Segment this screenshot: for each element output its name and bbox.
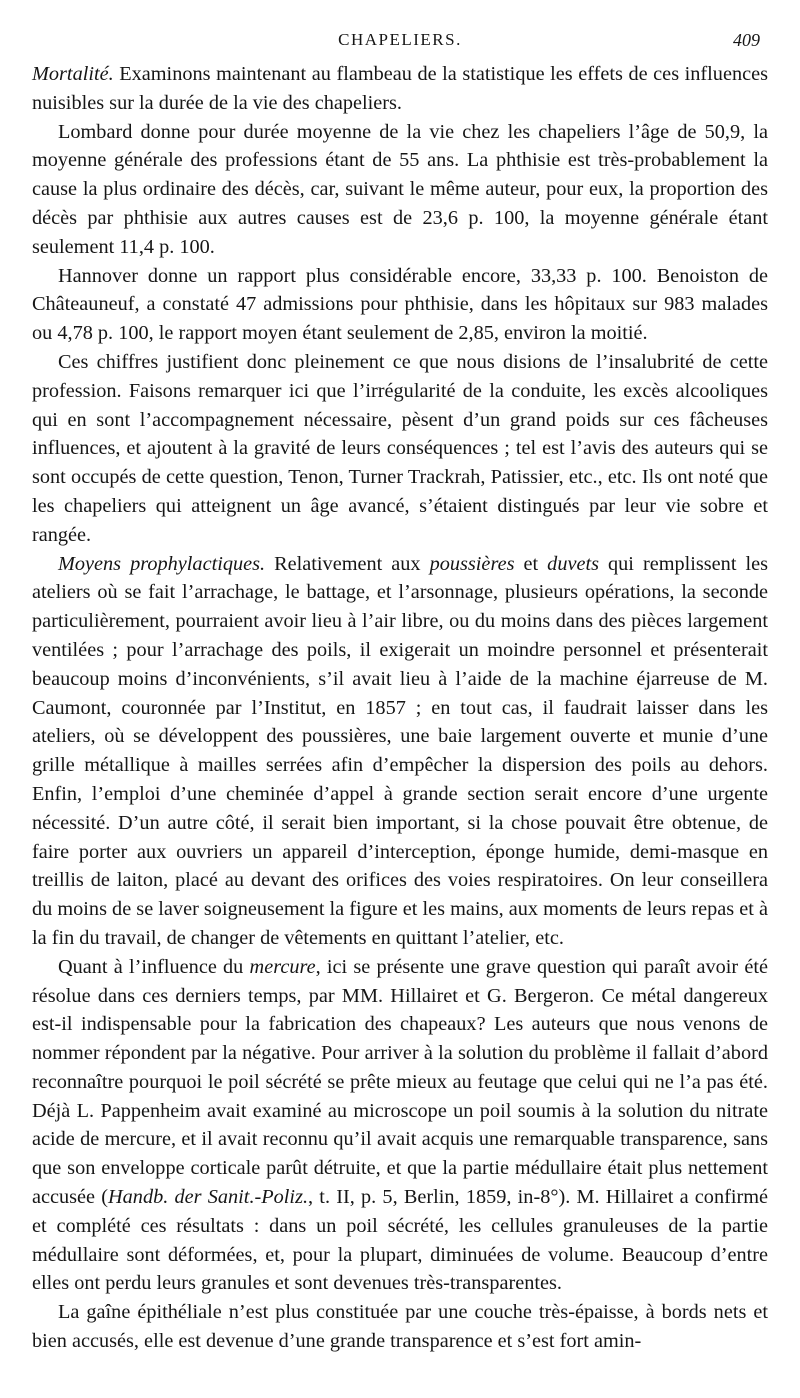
paragraph-gaine-epitheliale (32, 1298, 768, 1356)
page-number: 409 (733, 30, 760, 50)
emphasis-poussieres: poussières (429, 552, 515, 575)
paragraph-text: Ces chiffres justifient donc pleinement ce que nous disions de l’insalubrité de cette profession. Faisons remarquer ici que l’irrégularité de la conduite, les excès alcooliques qui en sont l’accompagnement nécessaire, pèsent d’un grand poids sur ces fâcheuses influences, et ajoutent à la gravité de leurs conséquences ; tel est l’avis des auteurs qui se sont occupés de cette question, Tenon, Turner Trackrah, Patissier, etc., etc. Ils ont noté que les chapeliers qui atteignent un âge avancé, s’étaient distingués par leur vie sobre et rangée. (32, 350, 768, 546)
paragraph-text: qui remplissent les ateliers où se fait l’arrachage, le battage, et l’arsonnage, plusieurs opérations, la seconde particulièrement, pourraient avoir lieu à l’air libre, ou du moins dans des pièces largement ventilées ; pour l’arrachage des poils, il exigerait un moindre personnel et présenterait beaucoup moins d’inconvénients, s’il avait lieu à l’aide de la machine éjarreuse de M. Caumont, couronnée par l’Institut, en 1857 ; en tout cas, il faudrait laisser dans les ateliers, où se développent des poussières, une baie largement ouverte et munie d’une grille métallique à mailles serrées afin d’empêcher la dispersion des poils au dehors. Enfin, l’emploi d’une cheminée d’appel à grande section serait encore d’une urgente nécessité. D’un autre côté, il serait bien important, si la chose pouvait être obtenue, de faire porter aux ouvriers un appareil d’interception, éponge humide, demi-masque en treillis de laiton, placé au devant des orifices des voies respiratoires. On leur conseillera du moins de se laver soigneusement la figure et les mains, aux moments de leurs repas et à la fin du travail, de changer de vêtements en quittant l’atelier, etc. (32, 552, 768, 949)
paragraph-text: , ici se présente une grave question qui paraît avoir été résolue dans ces derniers temps, par MM. Hillairet et G. Bergeron. Ce métal dangereux est-il indispensable pour la fabrication des chapeaux? Les auteurs que nous venons de nommer répondent par la négative. Pour arriver à la solution du problème il fallait d’abord reconnaître pourquoi le poil sécrété se prête mieux au feutage que celui qui ne l’a pas été. Déjà L. Pappenheim avait examiné au microscope un poil soumis à la solution du nitrate acide de mercure, et il avait reconnu qu’il avait acquis une remarquable transparence, sans que son enveloppe corticale parût détruite, et que la partie médullaire était plus nettement accusée ( (32, 955, 769, 1209)
paragraph-text: La gaîne épithéliale n’est plus constituée par une couche très-épaisse, à bords nets et bien accusés, elle est devenue d’une grande transparence et s’est fort amin- (32, 1301, 768, 1353)
paragraph-text: et (514, 552, 548, 575)
paragraph-hannover (32, 262, 768, 348)
paragraph-mercure (32, 953, 768, 1299)
paragraph-text: Hannover donne un rapport plus considérable encore, 33,33 p. 100. Benoiston de Châteauneuf, a constaté 47 admissions pour phthisie, dans les hôpitaux sur 983 malades ou 4,78 p. 100, le rapport moyen étant seulement de 2,85, environ la moitié. (32, 264, 768, 345)
paragraph-text: Relativement aux (274, 552, 430, 575)
paragraph-text: Lombard donne pour durée moyenne de la vie chez les chapeliers l’âge de 50,9, la moyenne générale des professions étant de 55 ans. La phthisie est très-probablement la cause la plus ordinaire des décès, car, suivant le même auteur, pour eux, la proportion des décès par phthisie aux autres causes est de 23,6 p. 100, la moyenne générale étant seulement 11,4 p. 100. (32, 120, 768, 258)
paragraph-text: , t. II, p. 5, Berlin, 1859, in-8°). M. Hillairet a confirmé et complété ces résultats : dans un poil sécrété, les cellules granuleuses de la partie médullaire sont déformées, et, pour la plupart, diminuées de volume. Beaucoup d’entre elles ont perdu leurs granules et sont devenues très-transparentes. (32, 1186, 769, 1295)
emphasis-duvets: duvets (547, 552, 599, 575)
running-title: CHAPELIERS. (338, 30, 462, 49)
paragraph-lombard (32, 118, 768, 262)
section-label-mortalite: Mortalité. (32, 63, 114, 85)
emphasis-mercure: mercure (249, 955, 316, 978)
section-label-moyens-prophylactiques: Moyens prophylactiques. (58, 552, 266, 575)
book-page (32, 22, 768, 1356)
paragraph-mortalite (32, 60, 768, 118)
running-head (32, 22, 768, 60)
page-body (32, 60, 768, 1356)
paragraph-insalubrite (32, 348, 768, 550)
paragraph-text: Examinons maintenant au flambeau de la statistique les effets de ces influences nuisibles sur la durée de la vie des chapeliers. (32, 63, 768, 114)
citation-title: Handb. der Sanit.-Poliz. (108, 1186, 309, 1209)
paragraph-text: Quant à l’influence du (58, 955, 250, 978)
paragraph-moyens-prophylactiques (32, 550, 768, 953)
